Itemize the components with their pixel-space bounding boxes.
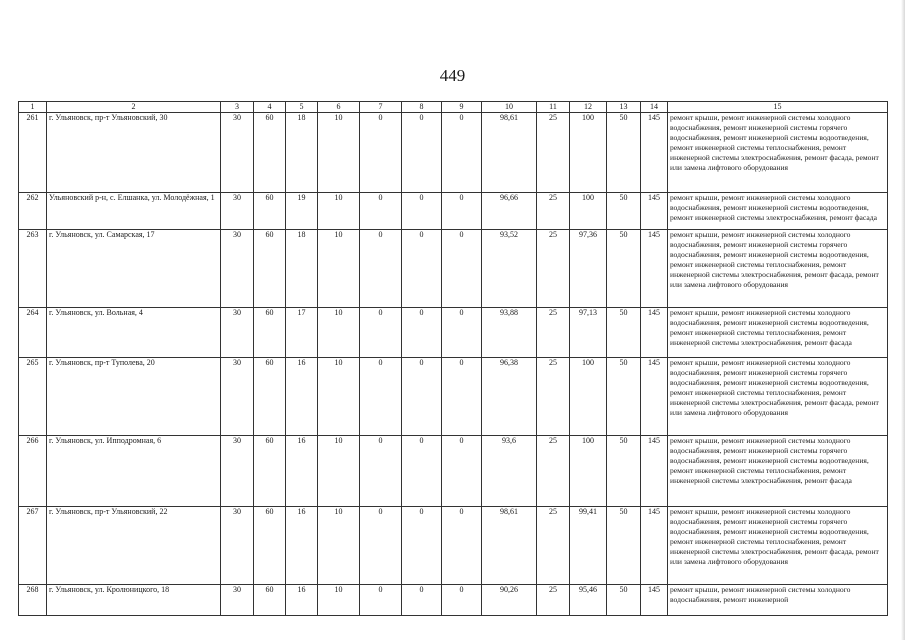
value-cell: 10 [318, 193, 360, 230]
value-cell: 16 [286, 358, 318, 436]
column-header: 2 [47, 102, 221, 113]
value-cell: 0 [360, 507, 402, 585]
value-cell: 30 [221, 113, 254, 193]
row-number: 266 [19, 436, 47, 507]
value-cell: 16 [286, 507, 318, 585]
row-number: 261 [19, 113, 47, 193]
value-cell: 98,61 [482, 507, 537, 585]
column-header: 5 [286, 102, 318, 113]
value-cell: 99,41 [570, 507, 607, 585]
works-cell: ремонт крыши, ремонт инженерной системы холодного водоснабжения, ремонт инженерной системы водоотведения, ремонт инженерной системы электроснабжения, ремонт фасада [668, 193, 888, 230]
column-header: 3 [221, 102, 254, 113]
value-cell: 145 [641, 436, 668, 507]
value-cell: 90,26 [482, 585, 537, 616]
value-cell: 145 [641, 585, 668, 616]
value-cell: 60 [254, 358, 286, 436]
value-cell: 10 [318, 507, 360, 585]
column-header: 15 [668, 102, 888, 113]
value-cell: 50 [607, 193, 641, 230]
value-cell: 0 [442, 230, 482, 308]
value-cell: 98,61 [482, 113, 537, 193]
column-header: 12 [570, 102, 607, 113]
value-cell: 30 [221, 507, 254, 585]
value-cell: 0 [442, 358, 482, 436]
value-cell: 30 [221, 585, 254, 616]
value-cell: 0 [442, 585, 482, 616]
value-cell: 50 [607, 507, 641, 585]
value-cell: 25 [537, 230, 570, 308]
address-cell: Ульяновский р-н, с. Елшанка, ул. Молодёжная, 1 [47, 193, 221, 230]
address-cell: г. Ульяновск, ул. Самарская, 17 [47, 230, 221, 308]
row-number: 267 [19, 507, 47, 585]
value-cell: 0 [442, 308, 482, 358]
value-cell: 60 [254, 308, 286, 358]
row-number: 265 [19, 358, 47, 436]
value-cell: 145 [641, 193, 668, 230]
row-number: 263 [19, 230, 47, 308]
column-header: 14 [641, 102, 668, 113]
value-cell: 95,46 [570, 585, 607, 616]
value-cell: 16 [286, 585, 318, 616]
table-row [19, 308, 888, 358]
value-cell: 16 [286, 436, 318, 507]
value-cell: 18 [286, 230, 318, 308]
value-cell: 145 [641, 113, 668, 193]
value-cell: 0 [442, 507, 482, 585]
value-cell: 30 [221, 230, 254, 308]
value-cell: 0 [442, 193, 482, 230]
works-cell: ремонт крыши, ремонт инженерной системы холодного водоснабжения, ремонт инженерной системы горячего водоснабжения, ремонт инженерной системы водоотведения, ремонт инженерной системы теплоснабжения, ремонт инженерной системы электроснабжения, ремонт фасада [668, 436, 888, 507]
address-cell: г. Ульяновск, ул. Вольная, 4 [47, 308, 221, 358]
scan-edge-shadow [901, 0, 905, 640]
value-cell: 50 [607, 308, 641, 358]
row-number: 264 [19, 308, 47, 358]
value-cell: 10 [318, 113, 360, 193]
value-cell: 100 [570, 193, 607, 230]
value-cell: 25 [537, 358, 570, 436]
value-cell: 0 [442, 436, 482, 507]
value-cell: 0 [402, 230, 442, 308]
table-row [19, 358, 888, 436]
value-cell: 0 [402, 585, 442, 616]
value-cell: 100 [570, 436, 607, 507]
value-cell: 0 [360, 585, 402, 616]
column-header: 11 [537, 102, 570, 113]
address-cell: г. Ульяновск, ул. Кролюницкого, 18 [47, 585, 221, 616]
value-cell: 93,88 [482, 308, 537, 358]
value-cell: 25 [537, 585, 570, 616]
value-cell: 25 [537, 436, 570, 507]
value-cell: 50 [607, 358, 641, 436]
value-cell: 10 [318, 358, 360, 436]
column-header: 7 [360, 102, 402, 113]
value-cell: 0 [360, 358, 402, 436]
value-cell: 0 [402, 358, 442, 436]
value-cell: 10 [318, 585, 360, 616]
table-row [19, 585, 888, 616]
registry-table [18, 101, 888, 616]
value-cell: 0 [442, 113, 482, 193]
value-cell: 60 [254, 230, 286, 308]
value-cell: 60 [254, 113, 286, 193]
value-cell: 30 [221, 436, 254, 507]
value-cell: 17 [286, 308, 318, 358]
column-header: 9 [442, 102, 482, 113]
value-cell: 97,36 [570, 230, 607, 308]
value-cell: 0 [360, 113, 402, 193]
row-number: 262 [19, 193, 47, 230]
value-cell: 30 [221, 308, 254, 358]
works-cell: ремонт крыши, ремонт инженерной системы холодного водоснабжения, ремонт инженерной [668, 585, 888, 616]
value-cell: 30 [221, 358, 254, 436]
value-cell: 100 [570, 358, 607, 436]
value-cell: 25 [537, 193, 570, 230]
address-cell: г. Ульяновск, ул. Ипподромная, 6 [47, 436, 221, 507]
value-cell: 0 [360, 193, 402, 230]
column-header: 6 [318, 102, 360, 113]
address-cell: г. Ульяновск, пр-т Ульяновский, 30 [47, 113, 221, 193]
value-cell: 10 [318, 308, 360, 358]
value-cell: 25 [537, 113, 570, 193]
page-number: 449 [439, 66, 466, 85]
column-header: 10 [482, 102, 537, 113]
works-cell: ремонт крыши, ремонт инженерной системы холодного водоснабжения, ремонт инженерной системы горячего водоснабжения, ремонт инженерной системы водоотведения, ремонт инженерной системы теплоснабжения, ремонт инженерной системы электроснабжения, ремонт фасада, ремонт или замена лифтового оборудования [668, 230, 888, 308]
value-cell: 50 [607, 113, 641, 193]
header-row [19, 102, 888, 113]
value-cell: 145 [641, 507, 668, 585]
value-cell: 93,52 [482, 230, 537, 308]
address-cell: г. Ульяновск, пр-т Туполева, 20 [47, 358, 221, 436]
value-cell: 0 [360, 308, 402, 358]
value-cell: 0 [402, 436, 442, 507]
table-row [19, 230, 888, 308]
works-cell: ремонт крыши, ремонт инженерной системы холодного водоснабжения, ремонт инженерной системы горячего водоснабжения, ремонт инженерной системы водоотведения, ремонт инженерной системы теплоснабжения, ремонт инженерной системы электроснабжения, ремонт фасада, ремонт или замена лифтового оборудования [668, 113, 888, 193]
value-cell: 60 [254, 507, 286, 585]
works-cell: ремонт крыши, ремонт инженерной системы холодного водоснабжения, ремонт инженерной системы водоотведения, ремонт инженерной системы теплоснабжения, ремонт инженерной системы электроснабжения, ремонт фасада [668, 308, 888, 358]
column-header: 13 [607, 102, 641, 113]
column-header: 4 [254, 102, 286, 113]
value-cell: 96,38 [482, 358, 537, 436]
value-cell: 10 [318, 230, 360, 308]
value-cell: 60 [254, 436, 286, 507]
table-row [19, 507, 888, 585]
value-cell: 0 [402, 113, 442, 193]
value-cell: 0 [402, 308, 442, 358]
value-cell: 145 [641, 358, 668, 436]
value-cell: 97,13 [570, 308, 607, 358]
value-cell: 0 [402, 507, 442, 585]
value-cell: 60 [254, 193, 286, 230]
value-cell: 0 [360, 230, 402, 308]
table-row [19, 193, 888, 230]
value-cell: 18 [286, 113, 318, 193]
value-cell: 0 [360, 436, 402, 507]
value-cell: 50 [607, 230, 641, 308]
value-cell: 100 [570, 113, 607, 193]
works-cell: ремонт крыши, ремонт инженерной системы холодного водоснабжения, ремонт инженерной системы горячего водоснабжения, ремонт инженерной системы водоотведения, ремонт инженерной системы теплоснабжения, ремонт инженерной системы электроснабжения, ремонт фасада, ремонт или замена лифтового оборудования [668, 358, 888, 436]
column-header: 1 [19, 102, 47, 113]
value-cell: 19 [286, 193, 318, 230]
value-cell: 25 [537, 308, 570, 358]
value-cell: 10 [318, 436, 360, 507]
value-cell: 50 [607, 436, 641, 507]
address-cell: г. Ульяновск, пр-т Ульяновский, 22 [47, 507, 221, 585]
value-cell: 60 [254, 585, 286, 616]
value-cell: 50 [607, 585, 641, 616]
works-cell: ремонт крыши, ремонт инженерной системы холодного водоснабжения, ремонт инженерной системы горячего водоснабжения, ремонт инженерной системы водоотведения, ремонт инженерной системы теплоснабжения, ремонт инженерной системы электроснабжения, ремонт фасада, ремонт или замена лифтового оборудования [668, 507, 888, 585]
value-cell: 145 [641, 230, 668, 308]
value-cell: 0 [402, 193, 442, 230]
value-cell: 30 [221, 193, 254, 230]
table-row [19, 113, 888, 193]
row-number: 268 [19, 585, 47, 616]
value-cell: 96,66 [482, 193, 537, 230]
value-cell: 145 [641, 308, 668, 358]
value-cell: 25 [537, 507, 570, 585]
table-row [19, 436, 888, 507]
value-cell: 93,6 [482, 436, 537, 507]
column-header: 8 [402, 102, 442, 113]
